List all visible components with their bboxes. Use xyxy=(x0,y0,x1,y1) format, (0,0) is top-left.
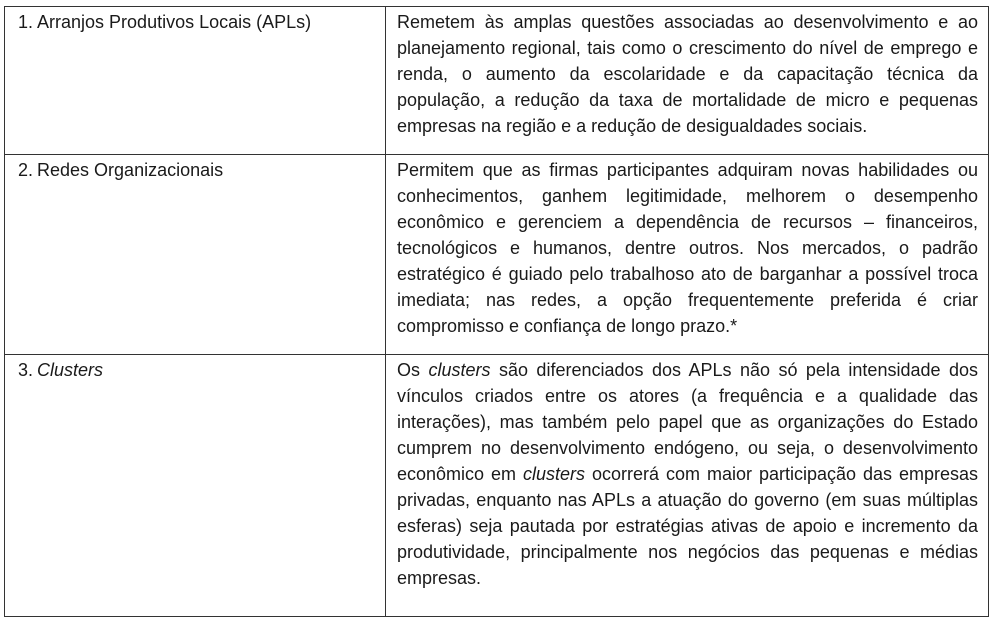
description-cell xyxy=(386,155,989,355)
concepts-table xyxy=(4,6,989,617)
term-number: 1. xyxy=(18,12,34,32)
term-number: 3. xyxy=(18,360,34,380)
term-label: Arranjos Produtivos Locais (APLs) xyxy=(37,12,312,32)
description-text: Remetem às amplas questões associadas ao desenvolvimento e ao planejamento regional, tais como o crescimento do nível de emprego e renda, o aumento da escolaridade e da capacitação técnica da população, a redução da taxa de mortalidade de micro e pequenas empresas na região e a redução de desigualdades sociais. xyxy=(397,12,978,136)
description-text xyxy=(397,357,978,591)
description-cell xyxy=(386,355,989,617)
term-cell xyxy=(5,7,386,155)
description-text: Permitem que as firmas participantes adquiram novas habilidades ou conhecimentos, ganhem legitimidade, melhorem o desempenho econômico e gerenciem a dependência de recursos – financeiros, tecnológicos e humanos, dentre outros. Nos mercados, o padrão estratégico é guiado pelo trabalhoso ato de barganhar a possível troca imediata; nas redes, a opção frequentemente preferida é criar compromisso e confiança de longo prazo.* xyxy=(397,160,978,336)
term-cell xyxy=(5,355,386,617)
description-emphasis: clusters xyxy=(523,464,586,484)
description-emphasis: clusters xyxy=(428,360,491,380)
table-row xyxy=(5,355,989,617)
term-cell xyxy=(5,155,386,355)
term-label: Clusters xyxy=(37,360,104,380)
description-segment: ocorrerá com maior participação das empresas privadas, enquanto nas APLs a atuação do governo (em suas múltiplas esferas) seja pautada por estratégias ativas de apoio e incremento da produtividade, principalmente nos negócios das pequenas e médias empresas. xyxy=(397,464,978,588)
table-row xyxy=(5,7,989,155)
description-segment: são diferenciados dos APLs não só pela intensidade dos vínculos criados entre os atores (a frequência e a qualidade das interações), mas também pelo papel que as organizações do Estado cumprem no desenvolvimento endógeno, ou seja, o desenvolvimento econômico em xyxy=(397,360,978,484)
description-segment: Os xyxy=(397,360,429,380)
term-label: Redes Organizacionais xyxy=(37,160,224,180)
description-cell xyxy=(386,7,989,155)
table-row xyxy=(5,155,989,355)
term-number: 2. xyxy=(18,160,34,180)
